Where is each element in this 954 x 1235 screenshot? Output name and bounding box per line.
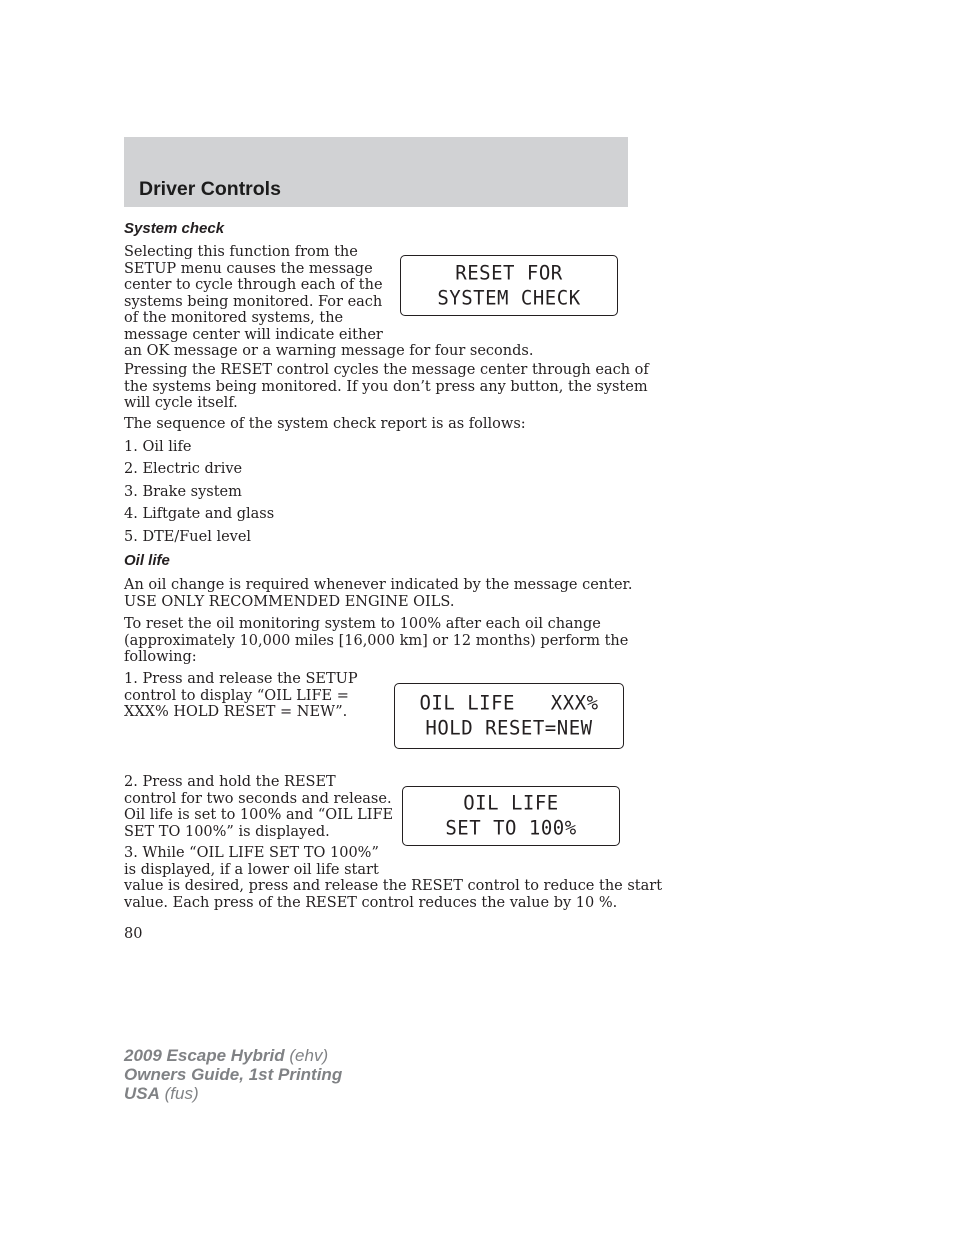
display-oil-life-hold-reset <box>394 683 624 749</box>
list-item: 1. Oil life <box>124 439 192 455</box>
text-line: 2. Press and hold the RESET <box>124 774 336 790</box>
footer-line-guide <box>124 1065 342 1084</box>
page-number: 80 <box>124 926 143 942</box>
text-line: value is desired, press and release the RESET control to reduce the start <box>124 878 663 894</box>
sequence-intro: The sequence of the system check report is as follows: <box>124 416 526 432</box>
text-line: Selecting this function from the <box>124 244 358 260</box>
display-line: SYSTEM CHECK <box>437 285 581 310</box>
text-line: following: <box>124 649 197 665</box>
text-line: 1. Press and release the SETUP <box>124 671 358 687</box>
oil-change-paragraph <box>124 577 633 610</box>
step-3 <box>124 845 662 911</box>
display-oil-life-set-to-100 <box>402 786 620 846</box>
footer-model-name: 2009 Escape Hybrid <box>124 1046 285 1065</box>
display-line: OIL LIFE XXX% <box>419 691 599 715</box>
text-line: To reset the oil monitoring system to 100% after each oil change <box>124 616 601 632</box>
footer-market-code: (fus) <box>159 1084 199 1103</box>
section-title: Driver Controls <box>139 178 281 200</box>
text-line: message center will indicate either <box>124 326 383 343</box>
footer-line-market <box>124 1084 342 1103</box>
footer-line-model <box>124 1046 342 1065</box>
display-line: OIL LIFE <box>463 791 559 815</box>
text-line: SETUP menu causes the message <box>124 260 373 277</box>
step-1 <box>124 671 358 721</box>
footer-model-code: (ehv) <box>284 1046 329 1065</box>
text-line: Oil life is set to 100% and “OIL LIFE <box>124 807 394 823</box>
text-line: SET TO 100%” is displayed. <box>124 823 330 840</box>
footer-guide-name: Owners Guide, 1st Printing <box>124 1065 343 1084</box>
step-2 <box>124 774 393 840</box>
list-item: 5. DTE/Fuel level <box>124 529 252 545</box>
display-reset-for-system-check <box>400 255 618 316</box>
text-line: will cycle itself. <box>124 395 238 411</box>
display-line: SET TO 100% <box>445 816 577 840</box>
text-line: (approximately 10,000 miles [16,000 km] or 12 months) perform the <box>124 632 629 649</box>
text-line: control to display “OIL LIFE = <box>124 687 349 704</box>
list-item: 3. Brake system <box>124 484 242 500</box>
text-line: is displayed, if a lower oil life start <box>124 861 379 878</box>
section-header-band <box>124 137 628 207</box>
text-line: XXX% HOLD RESET = NEW”. <box>124 704 348 720</box>
text-line: An oil change is required whenever indicated by the message center. <box>124 577 633 593</box>
heading-oil-life: Oil life <box>124 552 170 569</box>
heading-system-check: System check <box>124 220 225 237</box>
display-line: RESET FOR <box>455 260 563 285</box>
footer-market-name: USA <box>124 1084 160 1103</box>
list-item: 4. Liftgate and glass <box>124 506 275 522</box>
text-line: an OK message or a warning message for four seconds. <box>124 343 534 359</box>
text-line: control for two seconds and release. <box>124 790 392 807</box>
display-line: HOLD RESET=NEW <box>425 716 593 740</box>
oil-reset-paragraph <box>124 616 628 666</box>
text-line: Pressing the RESET control cycles the message center through each of <box>124 362 649 378</box>
reset-cycle-paragraph <box>124 362 649 412</box>
text-line: value. Each press of the RESET control reduces the value by 10 %. <box>124 894 618 911</box>
text-line: systems being monitored. For each <box>124 293 383 310</box>
list-item: 2. Electric drive <box>124 461 243 477</box>
text-line: USE ONLY RECOMMENDED ENGINE OILS. <box>124 593 455 610</box>
text-line: of the monitored systems, the <box>124 310 344 326</box>
footer-edition-info <box>124 1046 342 1103</box>
text-line: center to cycle through each of the <box>124 277 383 293</box>
text-line: 3. While “OIL LIFE SET TO 100%” <box>124 845 379 861</box>
text-line: the systems being monitored. If you don’t press any button, the system <box>124 378 648 395</box>
